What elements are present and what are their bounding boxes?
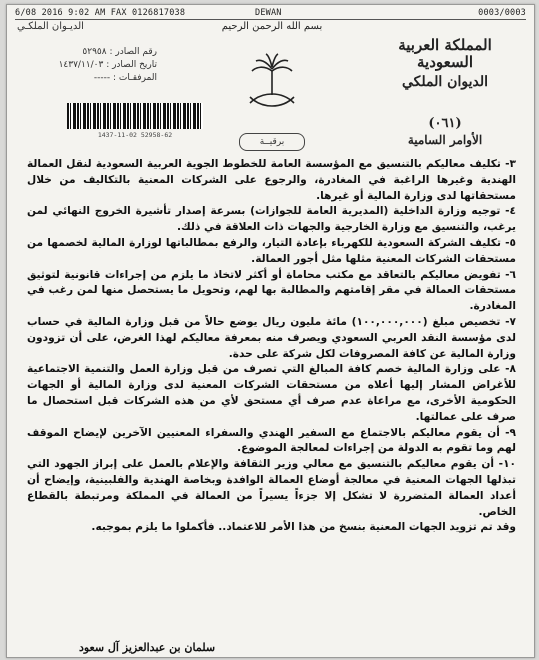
- basmala: بسم الله الرحمن الرحيم: [221, 21, 323, 32]
- royal-court-label: الديـوان الملكـي: [17, 21, 84, 32]
- saudi-emblem-icon: [240, 51, 304, 115]
- royal-court-name: الديوان الملكي: [402, 74, 488, 90]
- directive-type: الأوامر السامية: [407, 133, 483, 147]
- fax-page-count: 0003/0003: [478, 8, 526, 18]
- letter-body: [27, 157, 516, 536]
- barcode-number: 1437-11-02 52958-62: [97, 131, 173, 139]
- reference-date: تاريخ الصادر : ١٤٣٧/١١/٠٣: [58, 60, 157, 70]
- fax-header-divider: [15, 19, 526, 20]
- paragraph-7: ٧- تخصيص مبلغ (١٠٠,٠٠٠,٠٠٠) مائة مليون ريال يوضع حالاً من قبل وزارة المالية في حساب لدى مؤسسة النقد العربي السعودي ويصرف منه بمعرفة معاليكم لهذا الغرض، على أن تزودون وزارة المالية عن كافة المصروفات لكل شركة على حدة.: [27, 315, 516, 360]
- closing-paragraph: وقد تم تزويد الجهات المعنية بنسخ من هذا الأمر للاعتماد.. فأكملوا ما يلزم بموجبه.: [91, 521, 516, 534]
- fax-sender: DEWAN: [255, 8, 282, 18]
- paragraph-4: ٤- توجيه وزارة الداخلية (المديرية العامة للجوازات) بسرعة إصدار تأشيرة الخروج النهائي لمن يرغب، والتنسيق مع وزارة الخارجية والجهات ذات العلاقة في ذلك.: [27, 205, 516, 234]
- fax-timestamp: 6/08 2016 9:02 AM FAX 0126817038: [15, 8, 186, 18]
- paragraph-9: ٩- أن يقوم معاليكم بالاجتماع مع السفير الهندي والسفراء المعنيين الآخرين لإيضاح الموقف لهم وما تقوم به الدولة من إجراءات لمعالجة الموضوع.: [27, 426, 516, 455]
- urgent-stamp: برقيــة: [239, 133, 305, 151]
- letterhead-right: [370, 37, 520, 147]
- letterhead-left: [17, 21, 157, 85]
- signature: سلمان بن عبدالعزيز آل سعود: [78, 641, 216, 654]
- paragraph-10: ١٠- أن يقوم معاليكم بالتنسيق مع معالي وزير الثقافة والإعلام بالعمل على إبراز الجهود التي تبذلها الجهات المعنية في معالجة أوضاع العمالة الوافدة وبخاصة الهندية والفلبينية، وإيضاح أن أعداد العمالة المتضررة لا تشكل إلا جزءاً يسيراً من العمالة في المملكة ومرتبطة بالقطاع الخاص.: [27, 458, 516, 518]
- kingdom-name: المملكة العربية السعودية: [398, 36, 492, 71]
- barcode: [67, 103, 203, 129]
- paragraph-5: ٥- تكليف الشركة السعودية للكهرباء بإعادة التيار، والرفع بمطالباتها لوزارة المالية لخصمها من مستحقات الشركات المعنية مثلها مثل أجور العمالة.: [27, 236, 516, 265]
- fax-header: [15, 8, 526, 19]
- paragraph-6: ٦- تفويض معاليكم بالتعاقد مع مكتب محاماة أو أكثر لاتخاذ ما يلزم من إجراءات قانونية لتوثيق مستحقات العمالة في مقر إقامتهم والمطالبة بها لهم، وتحويل ما يستحصل منها لمن رغب في المغادرة.: [27, 268, 516, 313]
- paragraph-3: ٣- تكليف معاليكم بالتنسيق مع المؤسسة العامة للخطوط الجوية العربية السعودية لنقل العمالة الهندية وغيرها الراغبة في المغادرة، والرجوع على الشركات المعنية بالتكاليف من خلال مستحقاتها لدى وزارة المالية أو غيرها.: [27, 158, 516, 202]
- document-page: [6, 4, 535, 658]
- reference-number: رقم الصادر : ٥٢٩٥٨: [82, 47, 157, 57]
- paragraph-8: ٨- على وزارة المالية خصم كافة المبالغ التي تصرف من قبل وزارة العمل والتنمية الاجتماعية للأغراض المشار إليها أعلاه من مستحقات الشركات المعنية لدى وزارة المالية أو الجهات الحكومية الأخرى، مع مراعاة عدم صرف أي مستحق لأي من هذه الشركات قبل استحصال ما صرف على عمالتها.: [27, 363, 516, 423]
- document-number: (٠٦١): [428, 116, 462, 131]
- attachments: المرفقـات : -----: [93, 73, 157, 83]
